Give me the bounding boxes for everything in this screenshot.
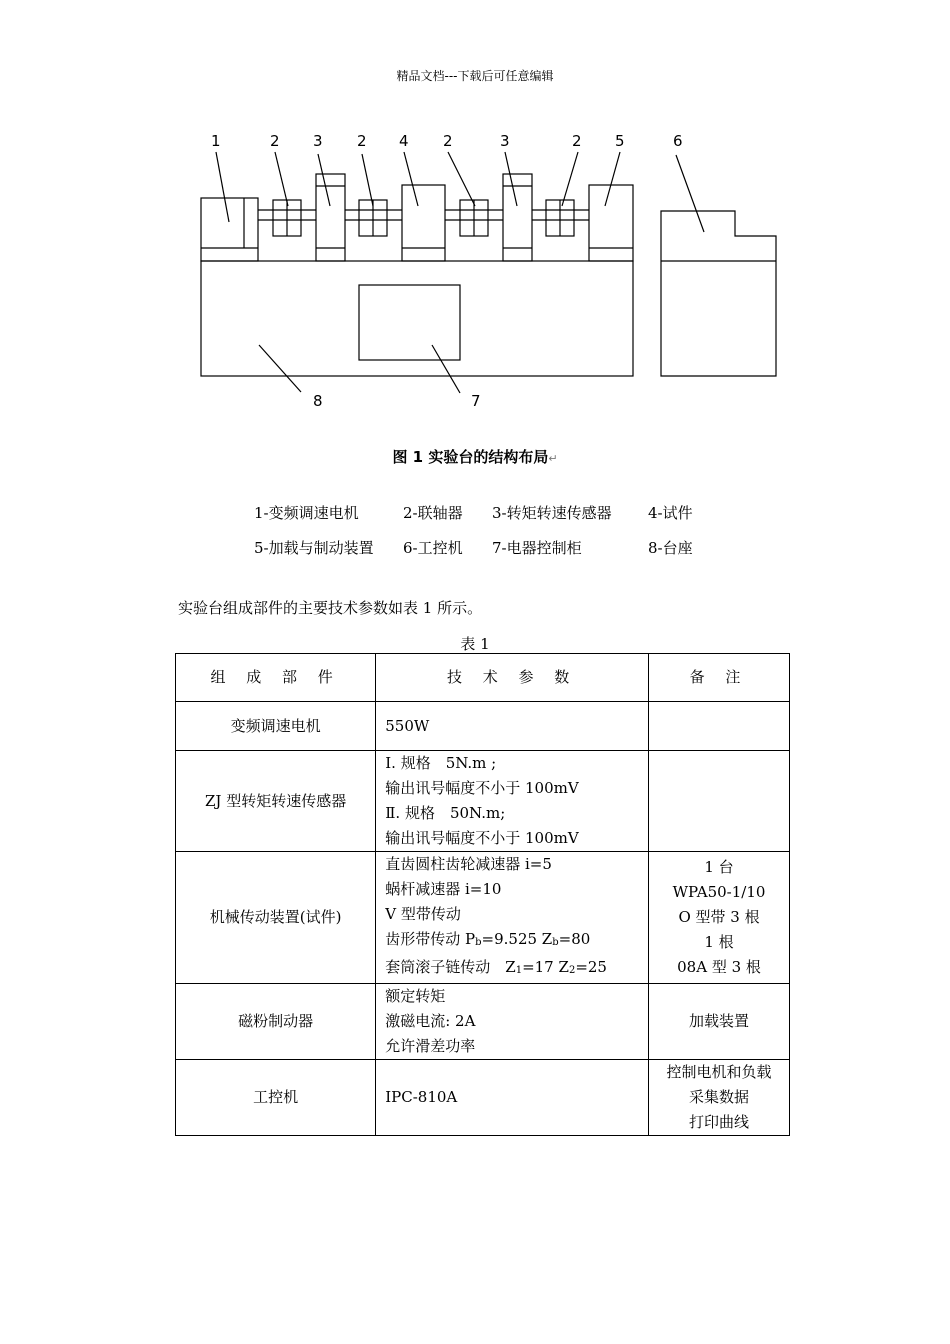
note-line: 1 根 [704, 933, 734, 951]
cell-notes [649, 751, 790, 852]
motor-1 [201, 198, 258, 261]
label-2b: 2 [357, 132, 367, 150]
label-4: 4 [399, 132, 409, 150]
table-row [176, 852, 790, 984]
legend-item-8: 8-台座 [648, 539, 693, 557]
test-piece-4 [402, 185, 445, 261]
cell-component: 工控机 [176, 1060, 376, 1136]
cell-component: 磁粉制动器 [176, 984, 376, 1060]
legend-item-5: 5-加载与制动装置 [254, 539, 374, 557]
parameters-table [175, 653, 790, 1136]
label-3b: 3 [500, 132, 510, 150]
legend-item-7: 7-电器控制柜 [492, 539, 582, 557]
label-8: 8 [313, 392, 323, 410]
label-3a: 3 [313, 132, 323, 150]
label-2c: 2 [443, 132, 453, 150]
label-5: 5 [615, 132, 625, 150]
cell-component: 机械传动装置(试件) [176, 852, 376, 984]
param-line: 蜗杆减速器 i=10 [385, 880, 502, 898]
brake-5 [589, 185, 633, 261]
table-row [176, 1060, 790, 1136]
label-2d: 2 [572, 132, 582, 150]
note-line: 打印曲线 [689, 1113, 750, 1131]
computer-6 [661, 211, 776, 376]
cell-params [376, 1060, 649, 1136]
cell-notes [649, 702, 790, 751]
param-line: 额定转矩 [385, 987, 446, 1005]
figure-caption [0, 446, 950, 467]
legend-item-6: 6-工控机 [403, 539, 463, 557]
label-6: 6 [673, 132, 683, 150]
param-line: IPC-810A [385, 1088, 458, 1106]
param-line: 激磁电流: 2A [385, 1012, 476, 1030]
param-line: 550W [385, 716, 430, 735]
cell-notes: 加载装置 [649, 984, 790, 1060]
cell-params [376, 751, 649, 852]
base-8 [201, 261, 633, 376]
note-line: 采集数据 [689, 1088, 750, 1106]
param-line-chain: 套筒滚子链传动 $Z_1=17$ $Z_2=25$ [385, 958, 607, 976]
table-row [176, 751, 790, 852]
table-row [176, 702, 790, 751]
note-line: O 型带 3 根 [678, 908, 760, 926]
cell-params [376, 702, 649, 751]
table-header-row [176, 654, 790, 702]
cell-notes [649, 1060, 790, 1136]
legend-item-2: 2-联轴器 [403, 504, 463, 522]
cell-notes [649, 852, 790, 984]
legend-item-4: 4-试件 [648, 504, 693, 522]
cell-component: ZJ 型转矩转速传感器 [176, 751, 376, 852]
param-line: 输出讯号幅度不小于 100mV [385, 779, 579, 797]
cell-component: 变频调速电机 [176, 702, 376, 751]
param-line: V 型带传动 [385, 905, 461, 923]
label-7: 7 [471, 392, 481, 410]
page-header: 精品文档---下载后可任意编辑 [396, 69, 554, 83]
header-notes: 备 注 [649, 654, 790, 702]
note-line: 控制电机和负载 [666, 1063, 772, 1081]
param-line: Ⅱ. 规格 50N.m; [385, 804, 506, 822]
intro-paragraph: 实验台组成部件的主要技术参数如表 1 所示。 [178, 599, 483, 617]
param-line: 直齿圆柱齿轮减速器 i=5 [385, 855, 552, 873]
param-line: 允许滑差功率 [385, 1037, 476, 1055]
table-title: 表 1 [460, 635, 490, 653]
cell-params [376, 984, 649, 1060]
legend-item-3: 3-转矩转速传感器 [492, 504, 612, 522]
header-component: 组 成 部 件 [176, 654, 376, 702]
figure-caption-text: 图 1 实验台的结构布局 [392, 448, 549, 466]
cabinet-7 [359, 285, 460, 360]
param-line-belt: 齿形带传动 $P_b=9.525$ $Z_b=80$ [385, 930, 591, 948]
label-2a: 2 [270, 132, 280, 150]
legend-item-1: 1-变频调速电机 [254, 504, 359, 522]
param-line: 输出讯号幅度不小于 100mV [385, 829, 579, 847]
return-mark: ↵ [548, 452, 558, 465]
note-line: 1 台 [704, 858, 734, 876]
note-line: WPA50-1/10 [672, 883, 766, 901]
param-line: Ⅰ. 规格 5N.m ; [385, 754, 497, 772]
cell-params [376, 852, 649, 984]
header-params: 技 术 参 数 [376, 654, 649, 702]
table-row [176, 984, 790, 1060]
label-1: 1 [211, 132, 221, 150]
test-bench-structure-diagram [0, 120, 950, 420]
note-line: 08A 型 3 根 [677, 958, 761, 976]
